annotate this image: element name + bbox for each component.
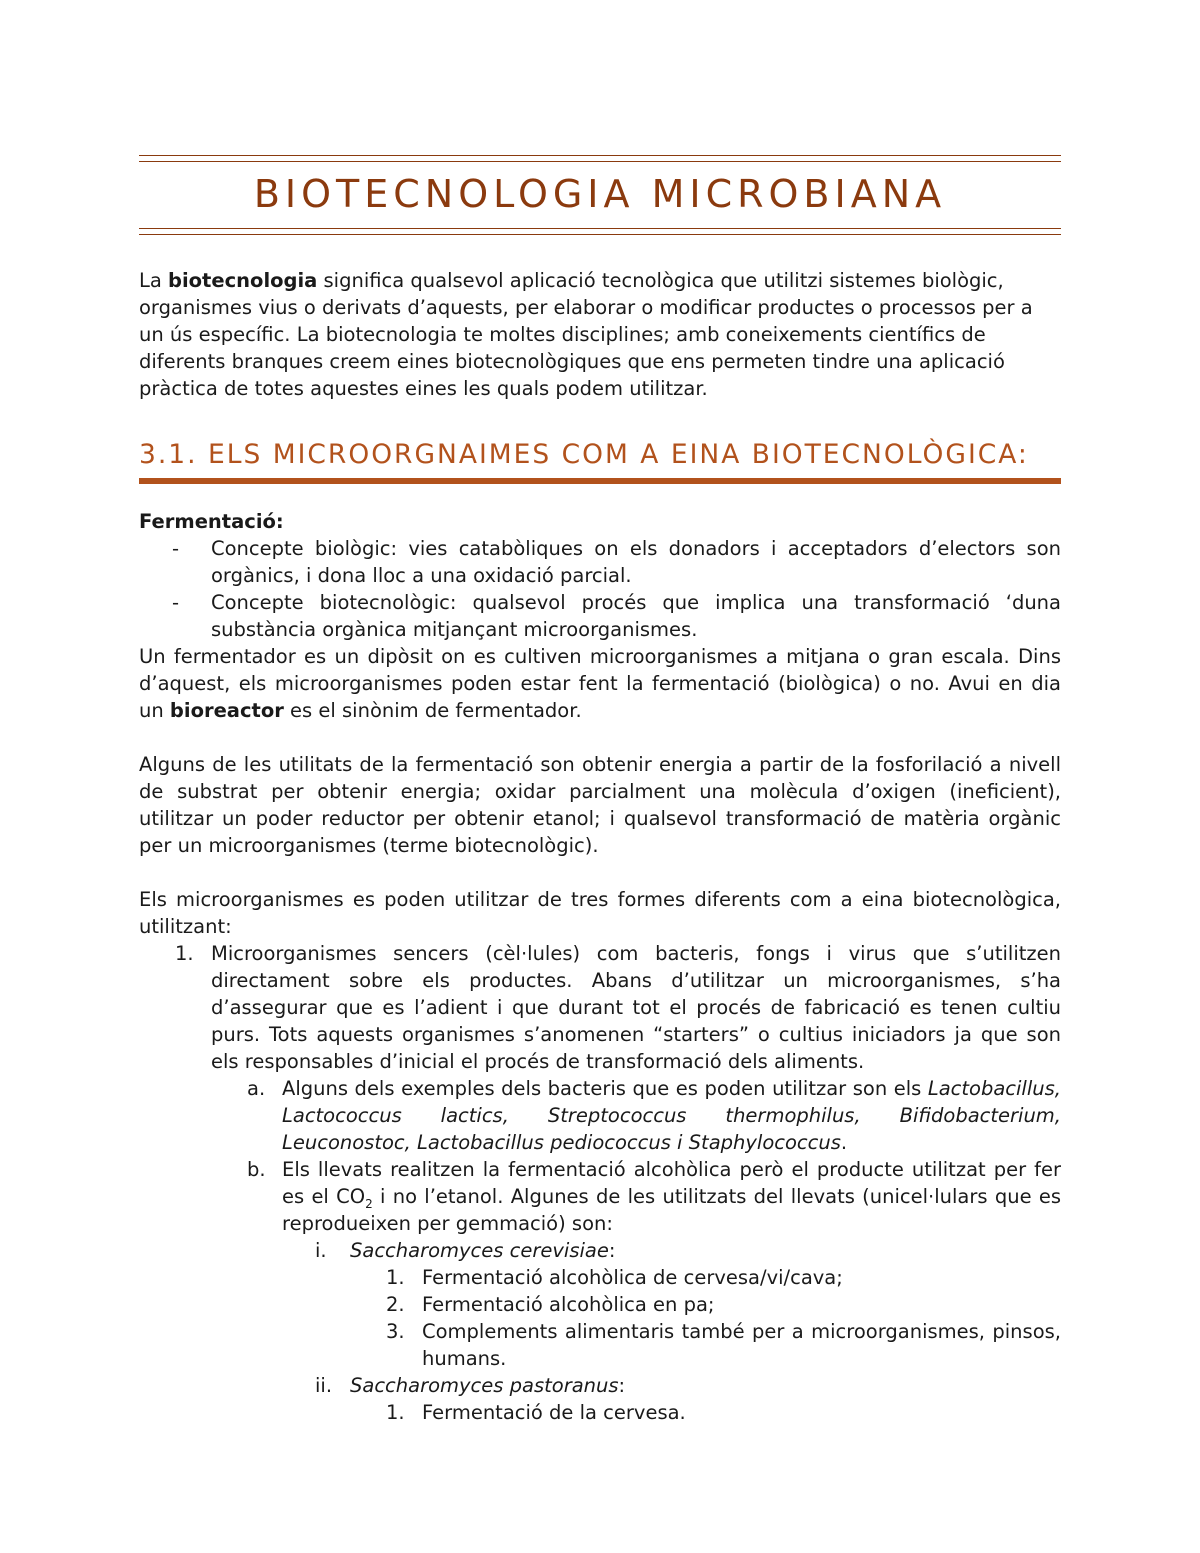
list-item-text: Microorganismes sencers (cèl·lules) com bacteris, fongs i virus que s’utilitzen directament sobre els productes. Abans d’utilitzar un microorganismes, s’ha d’assegurar que es l’adient i que durant tot el procés de fabricació es tenen cultiu purs. Tots aquests organismes s’anomenen “starters” o cultius iniciadors ja que son els responsables d’inicial el procés de transformació dels aliments. — [211, 942, 1061, 1073]
title-rule-top — [139, 155, 1061, 162]
dash-marker: - — [172, 537, 180, 560]
list-item-1 — [139, 940, 1061, 1075]
list-colon: : — [618, 1374, 626, 1397]
list-item-text: Els llevats realitzen la fermentació alcohòlica però el producte utilitzat per fer es el CO — [282, 1158, 1061, 1208]
intro-rest: significa qualsevol aplicació tecnològica que utilitzi sistemes biològic, organismes vius o derivats d’aquests, per elaborar o modificar productes o processos per a un ús específic. La biotecnologia te moltes disciplines; amb coneixements científics de diferents branques creem eines biotecnològiques que ens permeten tindre una aplicació pràctica de totes aquestes eines les quals podem utilitzar. — [139, 269, 1033, 400]
yeast-species: Saccharomyces pastoranus — [350, 1374, 619, 1397]
list-item-text-cont: i no l’etanol. Algunes de les utilitzats del llevats (unicel·lulars que es reprodueixen per gemmació) son: — [282, 1185, 1062, 1235]
list-marker: a. — [247, 1077, 266, 1100]
dash-item-biotecnologic — [139, 589, 1061, 643]
list-item-text: Complements alimentaris també per a microorganismes, pinsos, humans. — [422, 1320, 1061, 1370]
list-marker: b. — [247, 1158, 266, 1181]
dash-item-text: Concepte biotecnològic: qualsevol procés que implica una transformació ‘duna substància orgànica mitjançant microorganismes. — [211, 591, 1061, 641]
list-item-ii-1 — [139, 1399, 1061, 1426]
list-item-i-2 — [139, 1291, 1061, 1318]
list-item-i-3 — [139, 1318, 1061, 1372]
fermentador-post: es el sinònim de fermentador. — [283, 699, 582, 722]
fermentador-paragraph — [139, 643, 1061, 724]
list-marker: ii. — [315, 1374, 333, 1397]
list-item-i — [139, 1237, 1061, 1264]
bacteria-species: Lactobacillus, Lactococcus lactics, Streptococcus thermophilus, Bifidobacterium, Leuconostoc, Lactobacillus pediococcus i Staphylococcus — [282, 1077, 1061, 1154]
bioreactor-term: bioreactor — [169, 699, 284, 722]
page-title: BIOTECNOLOGIA MICROBIANA — [253, 172, 947, 216]
list-marker: 1. — [175, 942, 194, 965]
list-item-text: Fermentació alcohòlica de cervesa/vi/cava; — [422, 1266, 843, 1289]
list-marker: 3. — [386, 1320, 405, 1343]
co2-subscript: 2 — [365, 1196, 373, 1211]
list-item-text: Alguns dels exemples dels bacteris que es poden utilitzar son els — [282, 1077, 922, 1100]
list-item-end: . — [840, 1131, 848, 1154]
list-item-a — [139, 1075, 1061, 1156]
list-marker: 1. — [386, 1401, 405, 1424]
dash-item-text: Concepte biològic: vies catabòliques on els donadors i acceptadors d’electors son orgànics, i dona lloc a una oxidació parcial. — [211, 537, 1061, 587]
dash-item-biologic — [139, 535, 1061, 589]
list-item-b — [139, 1156, 1061, 1237]
list-item-text: Fermentació de la cervesa. — [422, 1401, 686, 1424]
list-marker: 1. — [386, 1266, 405, 1289]
intro-paragraph — [139, 267, 1061, 402]
title-rule-bottom — [139, 228, 1061, 235]
list-item-i-1 — [139, 1264, 1061, 1291]
list-item-ii — [139, 1372, 1061, 1399]
fermentador-pre: Un fermentador es un dipòsit on es cultiven microorganismes a mitjana o gran escala. Dins d’aquest, els microorganismes poden estar fent la fermentació (biològica) o no. Avui en dia un — [139, 645, 1061, 722]
fermentacio-label: Fermentació: — [139, 510, 284, 533]
list-marker: i. — [315, 1239, 327, 1262]
list-item-text: Fermentació alcohòlica en pa; — [422, 1293, 715, 1316]
intro-term: biotecnologia — [168, 269, 318, 292]
intro-pre: La — [139, 269, 169, 292]
list-marker: 2. — [386, 1293, 405, 1316]
formes-paragraph: Els microorganismes es poden utilitzar de tres formes diferents com a eina biotecnològica, utilitzant: — [139, 888, 1061, 938]
list-colon: : — [608, 1239, 616, 1262]
yeast-species: Saccharomyces cerevisiae — [350, 1239, 609, 1262]
dash-marker: - — [172, 591, 180, 614]
utilitats-paragraph: Alguns de les utilitats de la fermentació son obtenir energia a partir de la fosforilació a nivell de substrat per obtenir energia; oxidar parcialment una molècula d’oxigen (ineficient), utilitzar un poder reductor per obtenir etanol; i qualsevol transformació de matèria orgànic per un microorganismes (terme biotecnològic). — [139, 753, 1061, 857]
section-heading: 3.1. ELS MICROORGNAIMES COM A EINA BIOTECNOLÒGICA: — [139, 438, 1061, 484]
document-content — [139, 155, 1061, 1426]
